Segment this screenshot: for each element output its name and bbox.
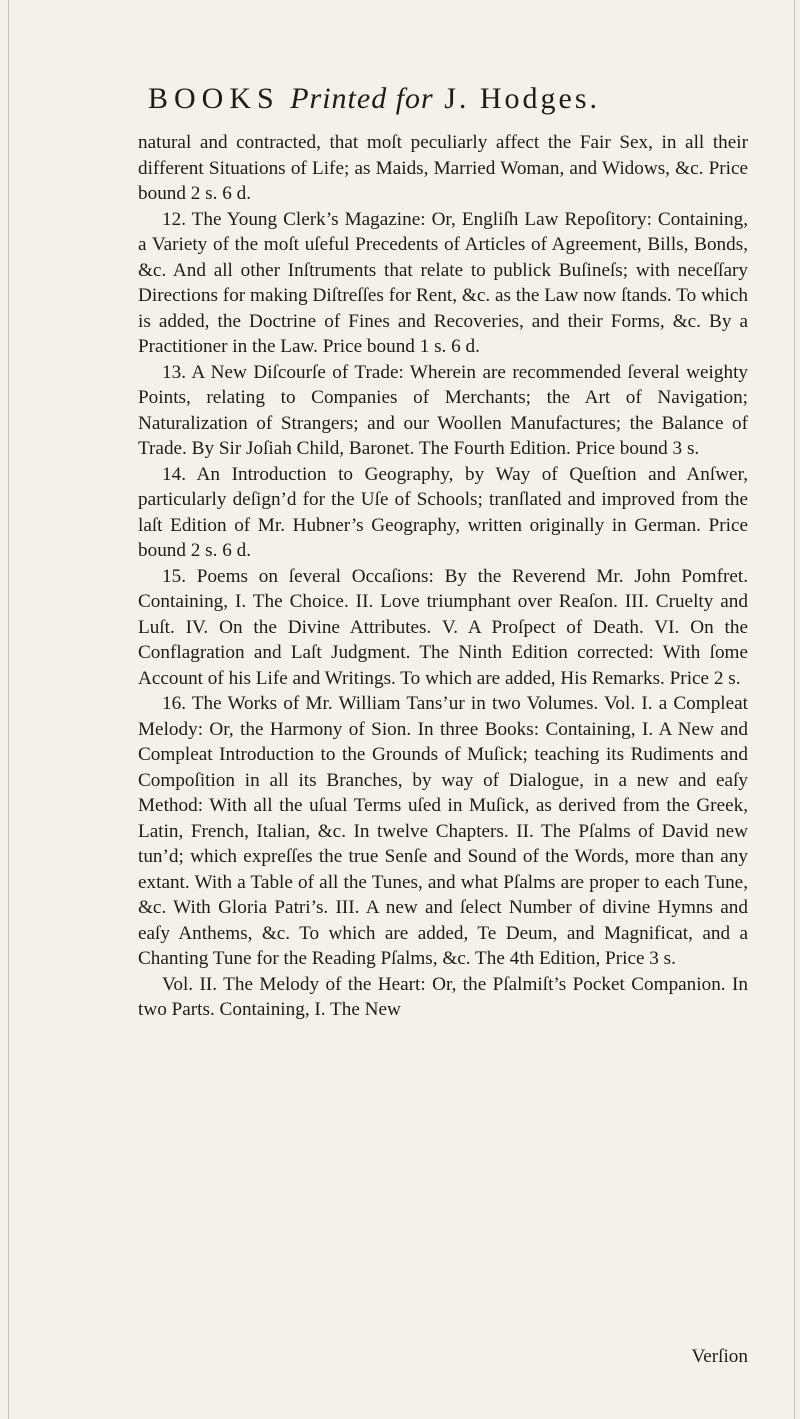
paragraph-continued: natural and contracted, that moſt peculiarly affect the Fair Sex, in all their different Situations of Life; as Maids, Married Woman, and Widows, &c. Price bound 2 s. 6 d. [138,132,748,204]
header-publisher: J. Hodges. [444,82,601,115]
catalogue-text [138,130,748,1023]
entry-16-vol-2: Vol. II. The Melody of the Heart: Or, the Pſalmiſt’s Pocket Companion. In two Parts. Containing, I. The New [138,973,748,1020]
entry-15: 15. Poems on ſeveral Occaſions: By the Reverend Mr. John Pomfret. Containing, I. The Choice. II. Love triumphant over Reaſon. III. Cruelty and Luſt. IV. On the Divine Attributes. V. A Proſpect of Death. VI. On the Conflagration and Laſt Judgment. The Ninth Edition corrected: With ſome Account of his Life and Writings. To which are added, His Remarks. Price 2 s. [138,565,748,689]
running-header [148,82,748,116]
header-books: BOOKS [148,82,280,115]
entry-13: 13. A New Diſcourſe of Trade: Wherein are recommended ſeveral weighty Points, relating to Companies of Merchants; the Art of Navigation; Naturalization of Strangers; and our Woollen Manufactures; the Balance of Trade. By Sir Joſiah Child, Baronet. The Fourth Edition. Price bound 3 s. [138,361,748,459]
page-edge-right [794,0,795,1419]
entry-16: 16. The Works of Mr. William Tans’ur in two Volumes. Vol. I. a Compleat Melody: Or, the Harmony of Sion. In three Books: Containing, I. A New and Compleat Introduction to the Grounds of Muſick; teaching its Rudiments and Compoſition in all its Branches, by way of Dialogue, in a new and eaſy Method: With all the uſual Terms uſed in Muſick, as derived from the Greek, Latin, French, Italian, &c. In twelve Chapters. II. The Pſalms of David new tun’d; which expreſſes the true Senſe and Sound of the Words, more than any extant. With a Table of all the Tunes, and what Pſalms are proper to each Tune, &c. With Gloria Patri’s. III. A new and ſelect Number of divine Hymns and eaſy Anthems, &c. To which are added, Te Deum, and Magnificat, and a Chanting Tune for the Reading Pſalms, &c. The 4th Edition, Price 3 s. [138,693,748,969]
entry-12: 12. The Young Clerk’s Magazine: Or, Engliſh Law Repoſitory: Containing, a Variety of the moſt uſeful Precedents of Articles of Agreement, Bills, Bonds, &c. And all other Inſtruments that relate to publick Buſineſs; with neceſſary Directions for making Diſtreſſes for Rent, &c. as the Law now ſtands. To which is added, the Doctrine of Fines and Recoveries, and their Forms, &c. By a Practitioner in the Law. Price bound 1 s. 6 d. [138,208,748,357]
catchword: Verſion [691,1346,748,1367]
header-printed-for: Printed for [290,82,434,115]
entry-14: 14. An Introduction to Geography, by Way of Queſtion and Anſwer, particularly deſign’d for the Uſe of Schools; tranſlated and improved from the laſt Edition of Mr. Hubner’s Geography, written originally in German. Price bound 2 s. 6 d. [138,463,748,561]
page-edge-left [8,0,9,1419]
